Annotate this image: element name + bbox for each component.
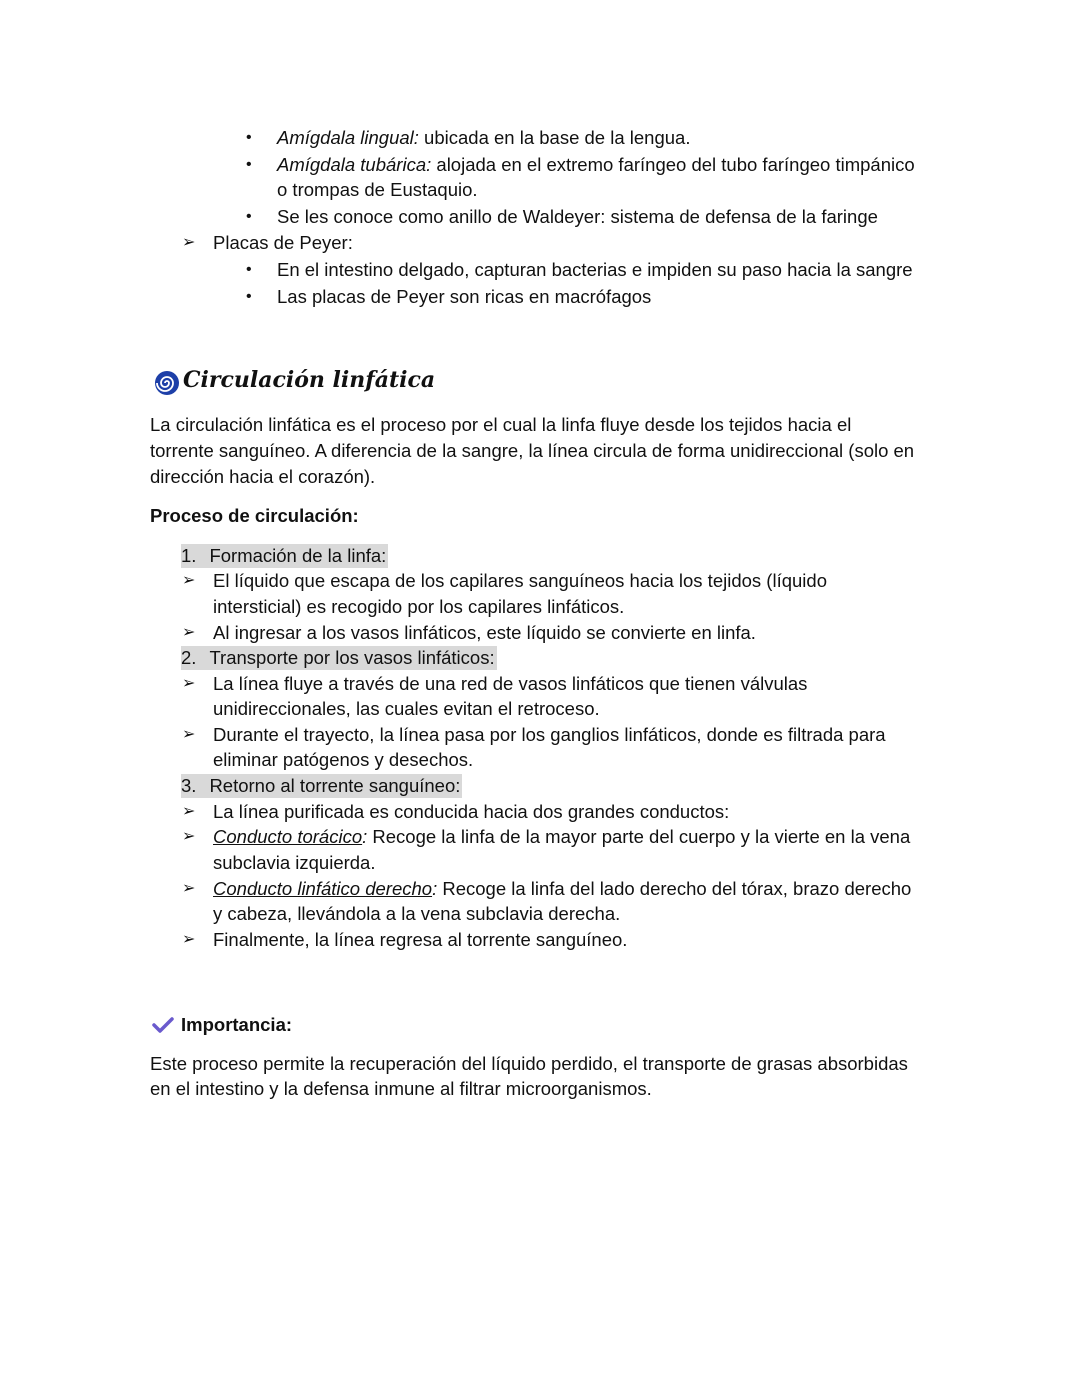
arrow-bullet-icon: ➢ [182, 675, 196, 692]
step-3: 3. Retorno al torrente sanguíneo: [181, 775, 461, 796]
paragraph-line: Este proceso permite la recuperación del líquido perdido, el transporte de grasas absorbidas [150, 1053, 908, 1074]
list-item-cont: o trompas de Eustaquio. [277, 179, 478, 200]
list-item: Amígdala tubárica: alojada en el extremo faríngeo del tubo faríngeo timpánico [277, 154, 915, 175]
spiral-icon [154, 370, 180, 396]
arrow-bullet-icon: ➢ [182, 880, 196, 897]
bullet: • [246, 208, 252, 225]
bullet: • [246, 156, 252, 173]
paragraph-line: torrente sanguíneo. A diferencia de la sangre, la línea circula de forma unidireccional (solo en [150, 440, 915, 461]
paragraph-line: dirección hacia el corazón). [150, 466, 376, 487]
list-item: Amígdala lingual: ubicada en la base de la lengua. [277, 127, 691, 148]
list-item-cont: intersticial) es recogido por los capilares linfáticos. [213, 596, 625, 617]
step-2: 2. Transporte por los vasos linfáticos: [181, 647, 495, 668]
arrow-bullet-icon: ➢ [182, 234, 196, 251]
section-title: Circulación linfática [183, 367, 436, 393]
list-item: Finalmente, la línea regresa al torrente sanguíneo. [213, 929, 628, 950]
importance-heading: Importancia: [181, 1014, 293, 1035]
bullet: • [246, 129, 252, 146]
bullet: • [246, 261, 252, 278]
step-1: 1. Formación de la linfa: [181, 545, 387, 566]
list-item-cont: y cabeza, llevándola a la vena subclavia derecha. [213, 903, 621, 924]
list-item: Conducto linfático derecho: Recoge la linfa del lado derecho del tórax, brazo derecho [213, 878, 912, 899]
list-item: Placas de Peyer: [213, 232, 353, 253]
list-item: La línea fluye a través de una red de vasos linfáticos que tienen válvulas [213, 673, 808, 694]
subheading: Proceso de circulación: [150, 505, 359, 526]
arrow-bullet-icon: ➢ [182, 726, 196, 743]
list-item-cont: subclavia izquierda. [213, 852, 376, 873]
bullet: • [246, 288, 252, 305]
list-item: Las placas de Peyer son ricas en macrófagos [277, 286, 652, 307]
list-item: En el intestino delgado, capturan bacterias e impiden su paso hacia la sangre [277, 259, 913, 280]
paragraph-line: en el intestino y la defensa inmune al filtrar microorganismos. [150, 1078, 652, 1099]
list-item: El líquido que escapa de los capilares sanguíneos hacia los tejidos (líquido [213, 570, 827, 591]
list-item-cont: eliminar patógenos y desechos. [213, 749, 474, 770]
arrow-bullet-icon: ➢ [182, 624, 196, 641]
list-item-cont: unidireccionales, las cuales evitan el retroceso. [213, 698, 600, 719]
arrow-bullet-icon: ➢ [182, 828, 196, 845]
list-item: Al ingresar a los vasos linfáticos, este líquido se convierte en linfa. [213, 622, 756, 643]
checkmark-icon [152, 1016, 174, 1034]
list-item: Se les conoce como anillo de Waldeyer: sistema de defensa de la faringe [277, 206, 878, 227]
arrow-bullet-icon: ➢ [182, 931, 196, 948]
list-item: Conducto torácico: Recoge la linfa de la mayor parte del cuerpo y la vierte en la vena [213, 826, 911, 847]
arrow-bullet-icon: ➢ [182, 572, 196, 589]
list-item: Durante el trayecto, la línea pasa por los ganglios linfáticos, donde es filtrada para [213, 724, 886, 745]
list-item: La línea purificada es conducida hacia dos grandes conductos: [213, 801, 730, 822]
paragraph-line: La circulación linfática es el proceso por el cual la linfa fluye desde los tejidos hacia el [150, 414, 852, 435]
arrow-bullet-icon: ➢ [182, 803, 196, 820]
